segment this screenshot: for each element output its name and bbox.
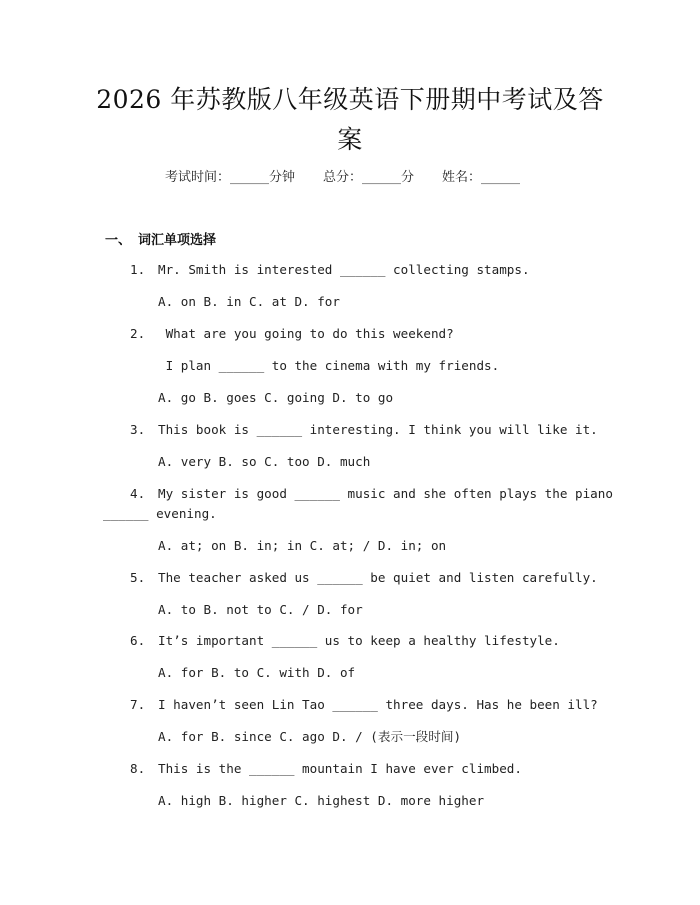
page-title: [90, 80, 610, 160]
question-1: [130, 261, 530, 279]
question-number: 1.: [130, 262, 146, 277]
question-2-options: A. go B. goes C. going D. to go: [158, 390, 394, 405]
question-3: [130, 421, 598, 439]
question-7: [130, 696, 598, 714]
question-number: 8.: [130, 761, 146, 776]
question-5-options: A. to B. not to C. / D. for: [158, 602, 363, 617]
question-number: 3.: [130, 422, 146, 437]
question-stem: This is the ______ mountain I have ever climbed.: [158, 761, 522, 776]
title-line-1: 2026 年苏教版八年级英语下册期中考试及答: [96, 85, 604, 114]
question-stem: The teacher asked us ______ be quiet and listen carefully.: [158, 570, 598, 585]
question-3-options: A. very B. so C. too D. much: [158, 454, 371, 469]
question-stem: What are you going to do this weekend?: [158, 326, 454, 341]
student-name-field: 姓名：______: [442, 170, 521, 185]
question-6: [130, 632, 560, 650]
question-number: 2.: [130, 326, 146, 341]
question-4: [130, 485, 613, 503]
question-4-stem-line-2: ______ evening.: [103, 506, 217, 521]
question-8: [130, 760, 522, 778]
question-2: [130, 325, 454, 343]
question-5: [130, 569, 598, 587]
section-number: 一、: [105, 233, 132, 248]
question-7-options: A. for B. since C. ago D. / (表示一段时间): [158, 729, 462, 744]
section-heading: [105, 229, 216, 248]
section-title: 词汇单项选择: [138, 233, 217, 248]
exam-time-field: 考试时间：______分钟: [165, 170, 296, 185]
question-4-options: A. at; on B. in; in C. at; / D. in; on: [158, 538, 447, 553]
question-6-options: A. for B. to C. with D. of: [158, 665, 356, 680]
question-2-stem-line-2: I plan ______ to the cinema with my friends.: [158, 358, 500, 373]
exam-meta: [165, 169, 520, 187]
question-stem: Mr. Smith is interested ______ collecting stamps.: [158, 262, 530, 277]
question-stem: It’s important ______ us to keep a healthy lifestyle.: [158, 633, 560, 648]
question-stem: This book is ______ interesting. I think you will like it.: [158, 422, 598, 437]
question-8-options: A. high B. higher C. highest D. more higher: [158, 793, 485, 808]
question-number: 7.: [130, 697, 146, 712]
question-1-options: A. on B. in C. at D. for: [158, 294, 340, 309]
title-line-2: 案: [337, 125, 363, 154]
question-number: 5.: [130, 570, 146, 585]
total-score-field: 总分：______分: [323, 170, 415, 185]
question-number: 4.: [130, 486, 146, 501]
question-number: 6.: [130, 633, 146, 648]
question-stem: I haven’t seen Lin Tao ______ three days. Has he been ill?: [158, 697, 598, 712]
question-stem: My sister is good ______ music and she often plays the piano: [158, 486, 613, 501]
